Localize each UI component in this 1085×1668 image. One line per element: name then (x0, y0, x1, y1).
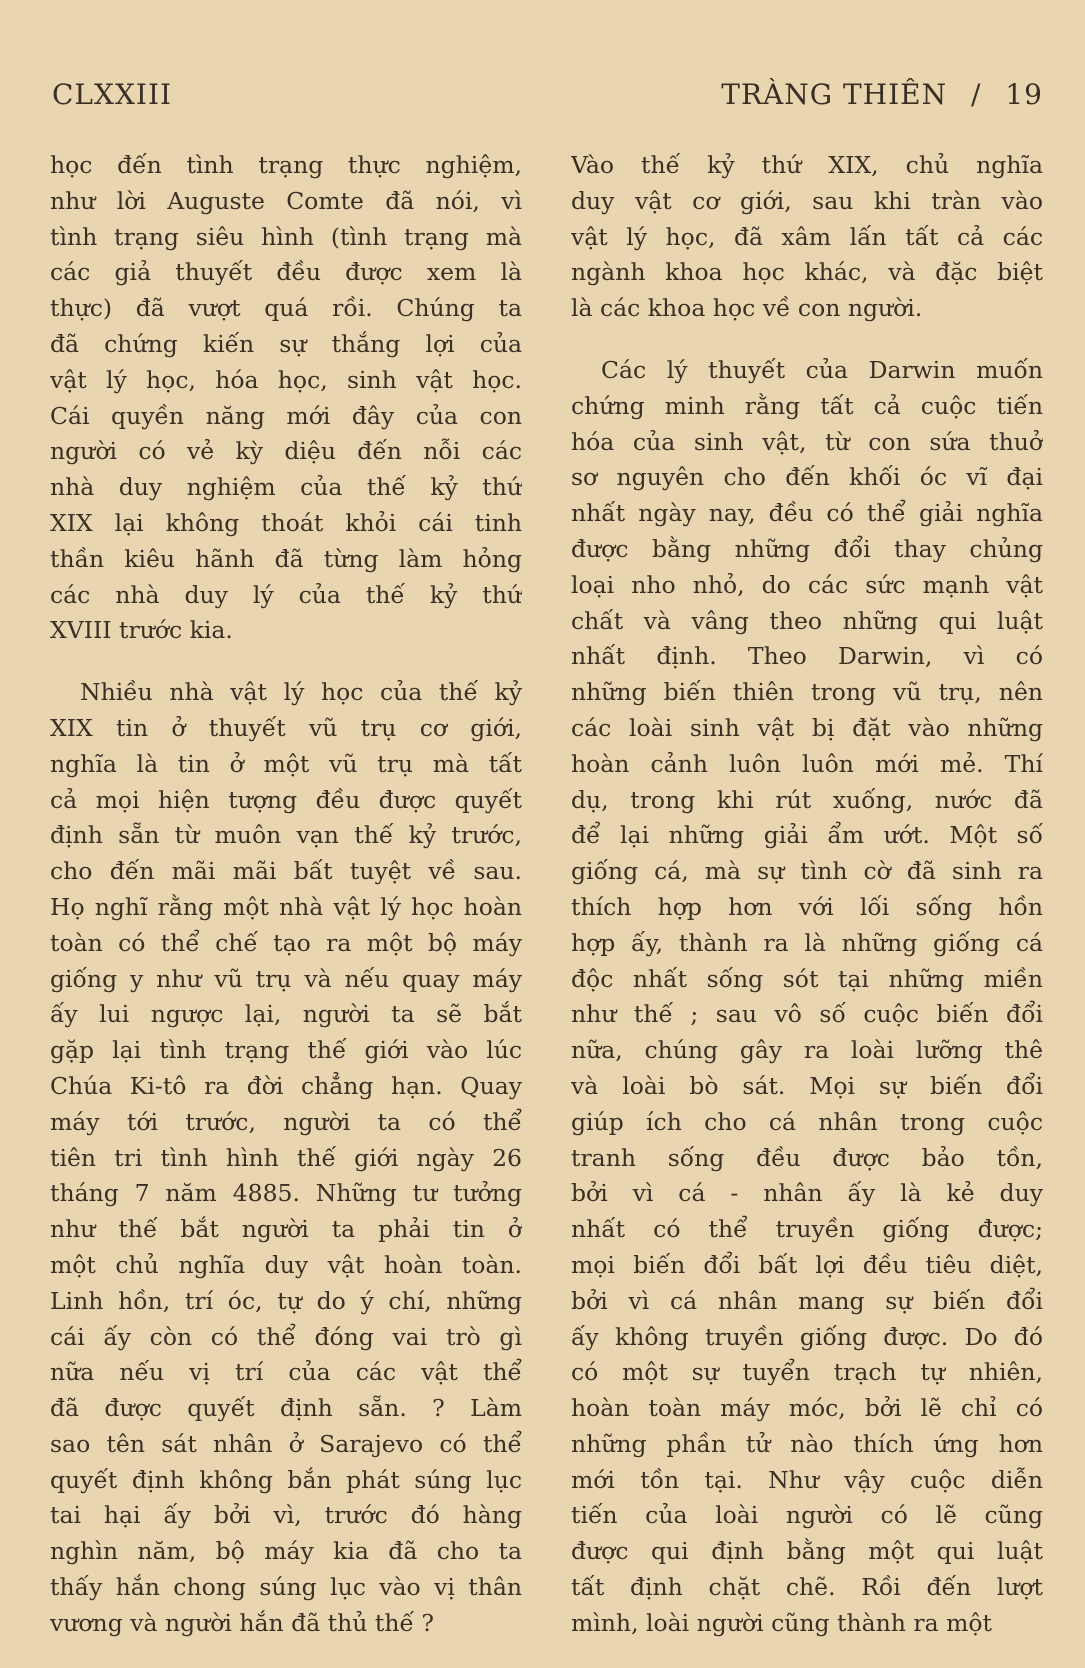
text-line: vương và người hắn đã thủ thế ? (50, 1608, 434, 1637)
text-line: cái ấy còn có thể đóng vai trò gì (50, 1322, 522, 1351)
text-line: hợp ấy, thành ra là những giống cá (571, 928, 1043, 957)
text-line: hoàn cảnh luôn luôn mới mẻ. Thí (571, 749, 1043, 778)
text-line: định sẵn từ muôn vạn thế kỷ trước, (50, 821, 522, 850)
text-line: máy tới trước, người ta có thể (50, 1107, 522, 1136)
text-line: được qui định bằng một qui luật (571, 1537, 1043, 1566)
paragraph (571, 353, 1043, 1642)
text-line: tháng 7 năm 4885. Những tư tưởng (50, 1179, 522, 1208)
text-line: như lời Auguste Comte đã nói, vì (50, 186, 522, 215)
text-line: chứng minh rằng tất cả cuộc tiến (571, 391, 1043, 420)
text-line: tiên tri tình hình thế giới ngày 26 (50, 1143, 522, 1172)
text-line: nhà duy nghiệm của thế kỷ thứ (50, 473, 522, 502)
text-line: thấy hắn chong súng lục vào vị thân (50, 1573, 522, 1602)
text-line: hóa của sinh vật, từ con sứa thuở (571, 427, 1043, 456)
text-line: đã được quyết định sẵn. ? Làm (50, 1394, 522, 1423)
text-line: XIX tin ở thuyết vũ trụ cơ giới, (50, 713, 522, 742)
text-line: tranh sống đều được bảo tồn, (571, 1143, 1043, 1172)
header-separator: / (971, 78, 982, 111)
text-line: như thế bắt người ta phải tin ở (50, 1215, 522, 1244)
text-line: tai hại ấy bởi vì, trước đó hàng (50, 1501, 522, 1530)
text-line: gặp lại tình trạng thế giới vào lúc (50, 1036, 522, 1065)
text-line: nhất có thể truyền giống được; (571, 1215, 1043, 1244)
text-line: ấy lui ngược lại, người ta sẽ bắt (50, 1000, 522, 1029)
text-line: XVIII trước kia. (50, 616, 233, 645)
text-line: quyết định không bắn phát súng lục (50, 1465, 522, 1494)
right-column (571, 148, 1043, 1668)
text-line: những biến thiên trong vũ trụ, nên (571, 678, 1043, 707)
text-line: Họ nghĩ rằng một nhà vật lý học hoàn (50, 892, 522, 921)
text-line: nghĩa là tin ở một vũ trụ mà tất (50, 749, 522, 778)
text-line: giúp ích cho cá nhân trong cuộc (571, 1107, 1043, 1136)
text-line: nghìn năm, bộ máy kia đã cho ta (50, 1537, 522, 1566)
text-line: người có vẻ kỳ diệu đến nỗi các (50, 437, 522, 466)
page-number: 19 (1005, 78, 1043, 111)
text-line: cho đến mãi mãi bất tuyệt về sau. (50, 857, 522, 886)
text-line: vật lý học, hóa học, sinh vật học. (50, 365, 522, 394)
text-line: loại nho nhỏ, do các sức mạnh vật (571, 570, 1043, 599)
paragraph (571, 148, 1043, 327)
text-line: có một sự tuyển trạch tự nhiên, (571, 1358, 1043, 1387)
text-line: những phần tử nào thích ứng hơn (571, 1429, 1043, 1458)
text-line: học đến tình trạng thực nghiệm, (50, 151, 522, 179)
paragraph (50, 148, 522, 649)
text-line: nhất định. Theo Darwin, vì có (571, 642, 1043, 671)
left-column (50, 148, 522, 1668)
text-line: bởi vì cá nhân mang sự biến đổi (571, 1286, 1043, 1315)
paragraph (50, 675, 522, 1642)
text-line: mình, loài người cũng thành ra một (571, 1608, 992, 1637)
text-line: Chúa Ki-tô ra đời chẳng hạn. Quay (50, 1071, 522, 1100)
text-line: tình trạng siêu hình (tình trạng mà (50, 222, 522, 251)
text-line: các loài sinh vật bị đặt vào những (571, 713, 1043, 742)
text-line: tiến của loài người có lẽ cũng (571, 1501, 1043, 1530)
text-line: các giả thuyết đều được xem là (50, 258, 522, 287)
text-line: toàn có thể chế tạo ra một bộ máy (50, 928, 522, 957)
text-line: ấy không truyền giống được. Do đó (571, 1322, 1043, 1351)
text-line: mọi biến đổi bất lợi đều tiêu diệt, (571, 1250, 1043, 1279)
text-line: một chủ nghĩa duy vật hoàn toàn. (50, 1250, 522, 1279)
text-line: đã chứng kiến sự thắng lợi của (50, 329, 522, 358)
text-line: độc nhất sống sót tại những miền (571, 964, 1043, 993)
text-line: cả mọi hiện tượng đều được quyết (50, 785, 522, 814)
text-line: là các khoa học về con người. (571, 294, 923, 323)
text-line: nhất ngày nay, đều có thể giải nghĩa (571, 499, 1043, 528)
text-line: giống y như vũ trụ và nếu quay máy (50, 964, 522, 993)
text-line: nữa, chúng gây ra loài lưỡng thê (571, 1036, 1043, 1065)
chapter-number: CLXXIII (52, 78, 173, 111)
text-line: hoàn toàn máy móc, bởi lẽ chỉ có (571, 1394, 1043, 1423)
text-line: sao tên sát nhân ở Sarajevo có thể (50, 1429, 522, 1458)
text-line: vật lý học, đã xâm lấn tất cả các (571, 222, 1043, 251)
text-line: Linh hồn, trí óc, tự do ý chí, những (50, 1286, 522, 1315)
text-line: XIX lại không thoát khỏi cái tinh (50, 508, 522, 537)
text-line: các nhà duy lý của thế kỷ thứ (50, 580, 522, 609)
text-line: và loài bò sát. Mọi sự biến đổi (571, 1071, 1043, 1100)
text-line: thực) đã vượt quá rồi. Chúng ta (50, 294, 522, 323)
text-columns (50, 148, 1043, 1668)
text-line: bởi vì cá - nhân ấy là kẻ duy (571, 1179, 1043, 1208)
text-line: chất và vâng theo những qui luật (571, 606, 1043, 635)
text-line: Cái quyền năng mới đây của con (50, 401, 522, 430)
text-line: thần kiêu hãnh đã từng làm hỏng (50, 544, 522, 573)
text-line: ngành khoa học khác, và đặc biệt (571, 258, 1043, 287)
text-line: Nhiều nhà vật lý học của thế kỷ (80, 678, 522, 707)
text-line: mới tồn tại. Như vậy cuộc diễn (571, 1465, 1043, 1494)
text-line: giống cá, mà sự tình cờ đã sinh ra (571, 857, 1043, 886)
text-line: duy vật cơ giới, sau khi tràn vào (571, 186, 1043, 215)
text-line: thích hợp hơn với lối sống hồn (571, 892, 1043, 921)
running-head (721, 78, 1043, 111)
text-line: nữa nếu vị trí của các vật thể (50, 1358, 522, 1387)
text-line: Vào thế kỷ thứ XIX, chủ nghĩa (571, 151, 1043, 179)
text-line: Các lý thuyết của Darwin muốn (601, 355, 1043, 384)
text-line: sơ nguyên cho đến khối óc vĩ đại (571, 463, 1043, 492)
text-line: được bằng những đổi thay chủng (571, 534, 1043, 563)
text-line: dụ, trong khi rút xuống, nước đã (571, 785, 1043, 814)
text-line: để lại những giải ẩm ướt. Một số (571, 821, 1043, 850)
text-line: như thế ; sau vô số cuộc biến đổi (571, 1000, 1043, 1029)
book-title: TRÀNG THIÊN (721, 78, 948, 111)
page-header (52, 78, 1043, 111)
text-line: tất định chặt chẽ. Rồi đến lượt (571, 1573, 1043, 1602)
